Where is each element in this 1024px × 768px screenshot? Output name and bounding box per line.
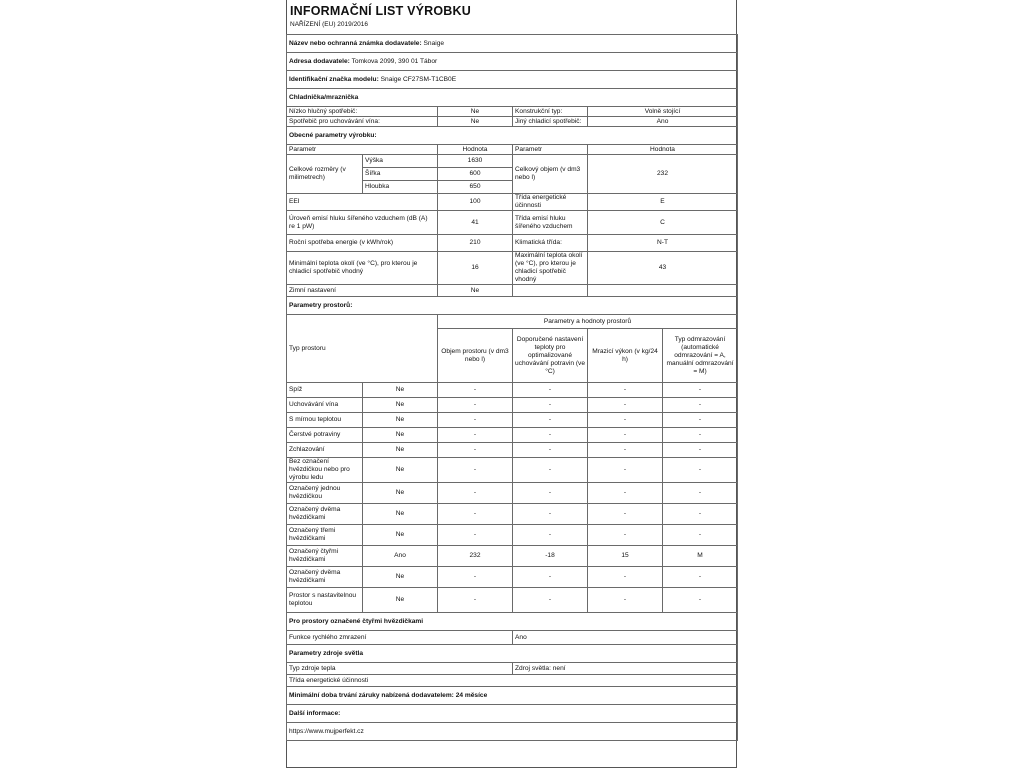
warranty-text: Minimální doba trvání záruky nabízená dodavatelem: 24 měsíce	[287, 687, 738, 705]
col-volume-header: Objem prostoru (v dm3 nebo l)	[438, 329, 513, 383]
more-info-title: Další informace:	[287, 705, 738, 723]
compartment-name: Označený dvěma hvězdičkami	[287, 567, 363, 588]
compartment-volume: -	[438, 398, 513, 413]
general-header-row	[287, 145, 738, 155]
value-header-2: Hodnota	[588, 145, 738, 155]
climate-class-label: Klimatická třída:	[513, 235, 588, 252]
compartment-temp: -	[513, 443, 588, 458]
wine-storage-value: Ne	[438, 117, 513, 127]
compartment-present: Ne	[363, 525, 438, 546]
compartment-volume: -	[438, 588, 513, 613]
annual-energy-label: Roční spotřeba energie (v kWh/rok)	[287, 235, 438, 252]
category-row	[287, 117, 738, 127]
compartment-freeze: -	[588, 525, 663, 546]
compartment-row	[287, 546, 738, 567]
compartment-row	[287, 428, 738, 443]
light-source-label: Zdroj světla: není	[513, 663, 738, 675]
compartment-name: Označený jednou hvězdičkou	[287, 483, 363, 504]
compartment-temp: -	[513, 525, 588, 546]
four-star-row	[287, 631, 738, 645]
compartment-volume: -	[438, 483, 513, 504]
compartment-name: S mírnou teplotou	[287, 413, 363, 428]
compartment-name: Uchovávání vína	[287, 398, 363, 413]
winter-setting-label: Zimní nastavení	[287, 285, 438, 297]
compartment-present: Ne	[363, 413, 438, 428]
model-label: Identifikační značka modelu:	[289, 75, 379, 83]
compartment-name: Bez označení hvězdičkou nebo pro výrobu ledu	[287, 458, 363, 483]
winter-setting-value: Ne	[438, 285, 513, 297]
compartment-name: Čerstvé potraviny	[287, 428, 363, 443]
compartments-group-row	[287, 315, 738, 329]
compartment-freeze: -	[588, 483, 663, 504]
compartment-row	[287, 443, 738, 458]
col-defrost-header: Typ odmrazování (automatické odmrazování = A, manuální odmrazování = M)	[663, 329, 738, 383]
compartment-freeze: -	[588, 428, 663, 443]
max-ambient-value: 43	[588, 252, 738, 285]
compartment-temp: -18	[513, 546, 588, 567]
total-volume-label: Celkový objem (v dm3 nebo l)	[513, 155, 588, 194]
compartment-row	[287, 413, 738, 428]
supplier-name-label: Název nebo ochranná známka dodavatele:	[289, 39, 422, 47]
compartment-name: Označený třemi hvězdičkami	[287, 525, 363, 546]
model-value: Snaige CF27SM-T1CB0E	[380, 75, 457, 83]
dimensions-label: Celkové rozměry (v milimetrech)	[287, 155, 363, 194]
other-appliance-value: Ano	[588, 117, 738, 127]
compartment-defrost: -	[663, 428, 738, 443]
eei-value: 100	[438, 194, 513, 211]
param-header: Parametr	[287, 145, 438, 155]
compartment-temp: -	[513, 588, 588, 613]
compartment-present: Ne	[363, 458, 438, 483]
category-title-row	[287, 89, 738, 107]
page-title: INFORMAČNÍ LIST VÝROBKU	[290, 4, 471, 18]
compartment-type-header: Typ prostoru	[287, 315, 438, 383]
compartment-volume: -	[438, 567, 513, 588]
compartment-row	[287, 567, 738, 588]
compartment-volume: 232	[438, 546, 513, 567]
dims-row	[287, 155, 738, 168]
compartment-name: Označený čtyřmi hvězdičkami	[287, 546, 363, 567]
compartment-name: Prostor s nastavitelnou teplotou	[287, 588, 363, 613]
compartment-defrost: M	[663, 546, 738, 567]
fast-freeze-label: Funkce rychlého zmrazení	[287, 631, 513, 645]
depth-label: Hloubka	[363, 181, 438, 194]
compartment-volume: -	[438, 504, 513, 525]
energy-class-value: E	[588, 194, 738, 211]
category-row	[287, 107, 738, 117]
compartment-name: Spíž	[287, 383, 363, 398]
compartment-temp: -	[513, 483, 588, 504]
more-info-row	[287, 723, 738, 741]
four-star-title-row	[287, 613, 738, 631]
compartment-freeze: -	[588, 413, 663, 428]
light-title: Parametry zdroje světla	[287, 645, 738, 663]
supplier-name-row	[287, 35, 738, 53]
other-appliance-label: Jiný chladicí spotřebič:	[513, 117, 588, 127]
compartment-present: Ne	[363, 398, 438, 413]
compartment-freeze: -	[588, 383, 663, 398]
compartment-temp: -	[513, 567, 588, 588]
width-value: 600	[438, 168, 513, 181]
compartment-defrost: -	[663, 413, 738, 428]
warranty-row	[287, 687, 738, 705]
col-temp-header: Doporučené nastavení teploty pro optimalizované uchovávání potravin (ve °C)	[513, 329, 588, 383]
compartment-present: Ne	[363, 567, 438, 588]
noise-level-value: 41	[438, 211, 513, 235]
height-value: 1630	[438, 155, 513, 168]
compartment-params-header: Parametry a hodnoty prostorů	[438, 315, 738, 329]
compartment-freeze: 15	[588, 546, 663, 567]
light-type-label: Typ zdroje tepla	[287, 663, 513, 675]
depth-value: 650	[438, 181, 513, 194]
climate-class-value: N-T	[588, 235, 738, 252]
fast-freeze-value: Ano	[513, 631, 738, 645]
compartment-present: Ne	[363, 504, 438, 525]
compartment-name: Označený dvěma hvězdičkami	[287, 504, 363, 525]
compartment-present: Ano	[363, 546, 438, 567]
compartment-defrost: -	[663, 504, 738, 525]
compartment-volume: -	[438, 383, 513, 398]
compartment-freeze: -	[588, 443, 663, 458]
wine-storage-label: Spotřebič pro uchovávání vína:	[287, 117, 438, 127]
total-volume-value: 232	[588, 155, 738, 194]
compartment-temp: -	[513, 383, 588, 398]
compartment-freeze: -	[588, 588, 663, 613]
general-row	[287, 211, 738, 235]
compartment-row	[287, 525, 738, 546]
regulation-text: NAŘÍZENÍ (EU) 2019/2016	[290, 21, 369, 28]
compartment-row	[287, 458, 738, 483]
compartment-row	[287, 588, 738, 613]
compartment-temp: -	[513, 428, 588, 443]
winter-row	[287, 285, 738, 297]
compartment-row	[287, 383, 738, 398]
compartment-present: Ne	[363, 588, 438, 613]
compartment-defrost: -	[663, 588, 738, 613]
compartment-defrost: -	[663, 567, 738, 588]
supplier-address-value: Tomkova 2099, 390 01 Tábor	[351, 57, 438, 65]
compartment-freeze: -	[588, 504, 663, 525]
compartment-defrost: -	[663, 383, 738, 398]
general-row	[287, 235, 738, 252]
compartments-title: Parametry prostorů:	[287, 297, 738, 315]
col-freeze-header: Mrazicí výkon (v kg/24 h)	[588, 329, 663, 383]
category-title: Chladnička/mraznička	[287, 89, 738, 107]
compartment-volume: -	[438, 443, 513, 458]
light-title-row	[287, 645, 738, 663]
compartment-volume: -	[438, 458, 513, 483]
width-label: Šířka	[363, 168, 438, 181]
compartment-defrost: -	[663, 398, 738, 413]
min-ambient-label: Minimální teplota okolí (ve °C), pro kterou je chladicí spotřebič vhodný	[287, 252, 438, 285]
noise-class-value: C	[588, 211, 738, 235]
compartment-volume: -	[438, 525, 513, 546]
compartment-freeze: -	[588, 567, 663, 588]
compartment-defrost: -	[663, 525, 738, 546]
light-row	[287, 675, 738, 687]
compartment-volume: -	[438, 428, 513, 443]
general-title: Obecné parametry výrobku:	[287, 127, 738, 145]
energy-class-label: Třída energetické účinnosti	[513, 194, 588, 211]
compartment-present: Ne	[363, 383, 438, 398]
product-info-table	[286, 34, 738, 741]
compartment-temp: -	[513, 504, 588, 525]
compartment-temp: -	[513, 413, 588, 428]
compartment-present: Ne	[363, 428, 438, 443]
more-info-title-row	[287, 705, 738, 723]
compartment-temp: -	[513, 398, 588, 413]
noise-class-label: Třída emisí hluku šířeného vzduchem	[513, 211, 588, 235]
noise-level-label: Úroveň emisí hluku šířeného vzduchem (dB (A) re 1 pW)	[287, 211, 438, 235]
param-header-2: Parametr	[513, 145, 588, 155]
low-noise-label: Nízko hlučný spotřebič:	[287, 107, 438, 117]
compartment-row	[287, 398, 738, 413]
eei-label: EEI	[287, 194, 438, 211]
low-noise-value: Ne	[438, 107, 513, 117]
four-star-title: Pro prostory označené čtyřmi hvězdičkami	[287, 613, 738, 631]
compartment-present: Ne	[363, 483, 438, 504]
supplier-name-value: Snaige	[423, 39, 445, 47]
general-row	[287, 252, 738, 285]
compartment-defrost: -	[663, 458, 738, 483]
compartment-defrost: -	[663, 483, 738, 504]
compartment-freeze: -	[588, 398, 663, 413]
supplier-address-label: Adresa dodavatele:	[289, 57, 350, 65]
annual-energy-value: 210	[438, 235, 513, 252]
compartments-title-row	[287, 297, 738, 315]
general-row	[287, 194, 738, 211]
model-row	[287, 71, 738, 89]
light-class-label: Třída energetické účinnosti	[287, 675, 738, 687]
compartment-name: Zchlazování	[287, 443, 363, 458]
supplier-address-row	[287, 53, 738, 71]
compartment-row	[287, 504, 738, 525]
value-header: Hodnota	[438, 145, 513, 155]
more-info-url[interactable]: https://www.mujperfekt.cz	[287, 723, 738, 741]
light-row	[287, 663, 738, 675]
min-ambient-value: 16	[438, 252, 513, 285]
general-title-row	[287, 127, 738, 145]
max-ambient-label: Maximální teplota okolí (ve °C), pro kterou je chladicí spotřebič vhodný	[513, 252, 588, 285]
compartment-temp: -	[513, 458, 588, 483]
compartment-freeze: -	[588, 458, 663, 483]
compartment-defrost: -	[663, 443, 738, 458]
design-type-label: Konstrukční typ:	[513, 107, 588, 117]
compartment-present: Ne	[363, 443, 438, 458]
design-type-value: Volně stojící	[588, 107, 738, 117]
height-label: Výška	[363, 155, 438, 168]
compartment-volume: -	[438, 413, 513, 428]
compartment-row	[287, 483, 738, 504]
compartment-rows	[287, 383, 738, 613]
